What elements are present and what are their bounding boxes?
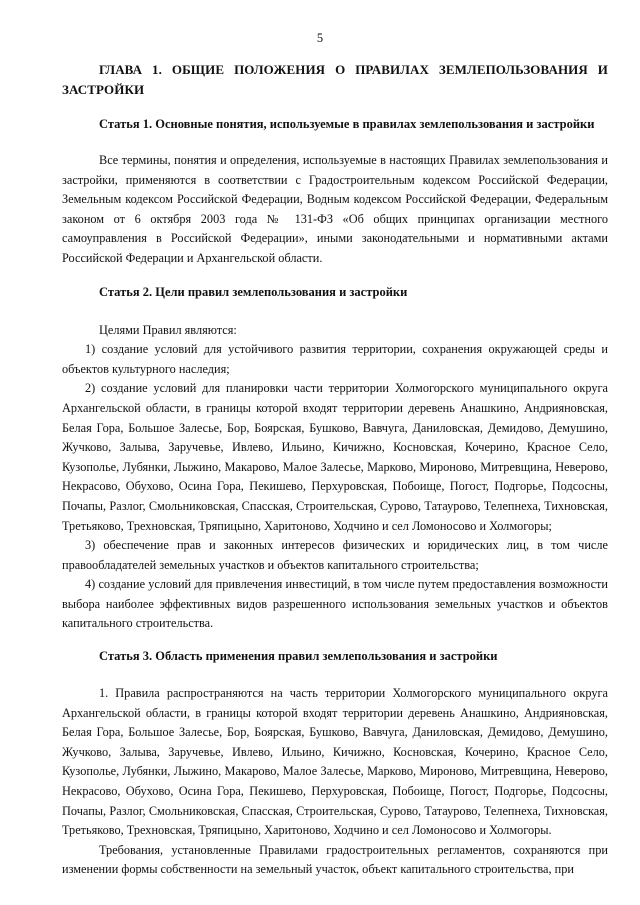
chapter-title: ГЛАВА 1. ОБЩИЕ ПОЛОЖЕНИЯ О ПРАВИЛАХ ЗЕМЛЕПОЛЬЗОВАНИЯ И ЗАСТРОЙКИ [62,62,608,97]
article-2-item-1: 1) создание условий для устойчивого развития территории, сохранения окружающей среды и объектов культурного наследия; [62,342,608,376]
article-3-paragraph-2: Требования, установленные Правилами градостроительных регламентов, сохраняются при изменении формы собственности на земельный участок, объект капитального строительства, при [62,842,608,877]
article-2-item-4: 4) создание условий для привлечения инвестиций, в том числе путем предоставления возможности выбора наиболее эффективных видов разрешенного использования земельных участков и объектов капитального строительства. [62,577,608,631]
article-2-title: Статья 2. Цели правил землепользования и застройки [99,284,408,299]
document-body [62,60,608,880]
article-2-intro: Целями Правил являются: [99,322,237,337]
article-2-item-3: 3) обеспечение прав и законных интересов физических и юридических лиц, в том числе правообладателей земельных участков и объектов капитального строительства; [62,538,608,572]
article-1-title: Статья 1. Основные понятия, используемые в правилах землепользования и застройки [99,117,595,131]
article-2-item-2: 2) создание условий для планировки части территории Холмогорского муниципального округа Архангельской области, в границы которой входят территории деревень Анашкино, Андрияновская, Белая Гора, Большое Залесье, Бор, Боярская, Бушково, Вавчуга, Даниловская, Демидово, Демушино, Жучково, Залыва, Заручевье, Ивлево, Ильино, Кичижно, Косновская, Кочерино, Красное Село, Кузополье, Лубянки, Лыжино, Макарово, Малое Залесье, Марково, Мироново, Митревщина, Неверово, Некрасово, Обухово, Осина Гора, Пекишево, Перхуровская, Побоище, Погост, Подгорье, Подсосны, Почапы, Разлог, Смольниковская, Спасская, Строительская, Сурово, Татаурово, Телепнеха, Тихновская, Третьяково, Трехновская, Тряпицыно, Харитоново, Ходчино и сел Ломоносово и Холмогоры; [62,381,608,533]
article-1-paragraph: Все термины, понятия и определения, используемые в настоящих Правилах землепользования и застройки, применяются в соответствии с Градостроительным кодексом Российской Федерации, Земельным кодексом Российской Федерации, Водным кодексом Российской Федерации, Федеральным законом от 6 октября 2003 года № 131-ФЗ «Об общих принципах организации местного самоуправления в Российской Федерации», иными законодательными и нормативными актами Российской Федерации и Архангельской области. [62,153,608,265]
article-3-title: Статья 3. Область применения правил землепользования и застройки [99,649,498,664]
article-3-paragraph-1: 1. Правила распространяются на часть территории Холмогорского муниципального округа Архангельской области, в границы которой входят территории деревень Анашкино, Андрияновская, Белая Гора, Большое Залесье, Бор, Боярская, Бушково, Вавчуга, Даниловская, Демидово, Демушино, Жучково, Залыва, Заручевье, Ивлево, Ильино, Кичижно, Косновская, Кочерино, Красное Село, Кузополье, Лубянки, Лыжино, Макарово, Малое Залесье, Марково, Мироново, Митревщина, Неверово, Некрасово, Обухово, Осина Гора, Пекишево, Перхуровская, Побоище, Погост, Подгорье, Подсосны, Почапы, Разлог, Смольниковская, Спасская, Строительская, Сурово, Татаурово, Телепнеха, Тихновская, Третьяково, Трехновская, Тряпицыно, Харитоново, Ходчино и сел Ломоносово и Холмогоры. [62,686,608,838]
page-number: 5 [316,31,324,45]
